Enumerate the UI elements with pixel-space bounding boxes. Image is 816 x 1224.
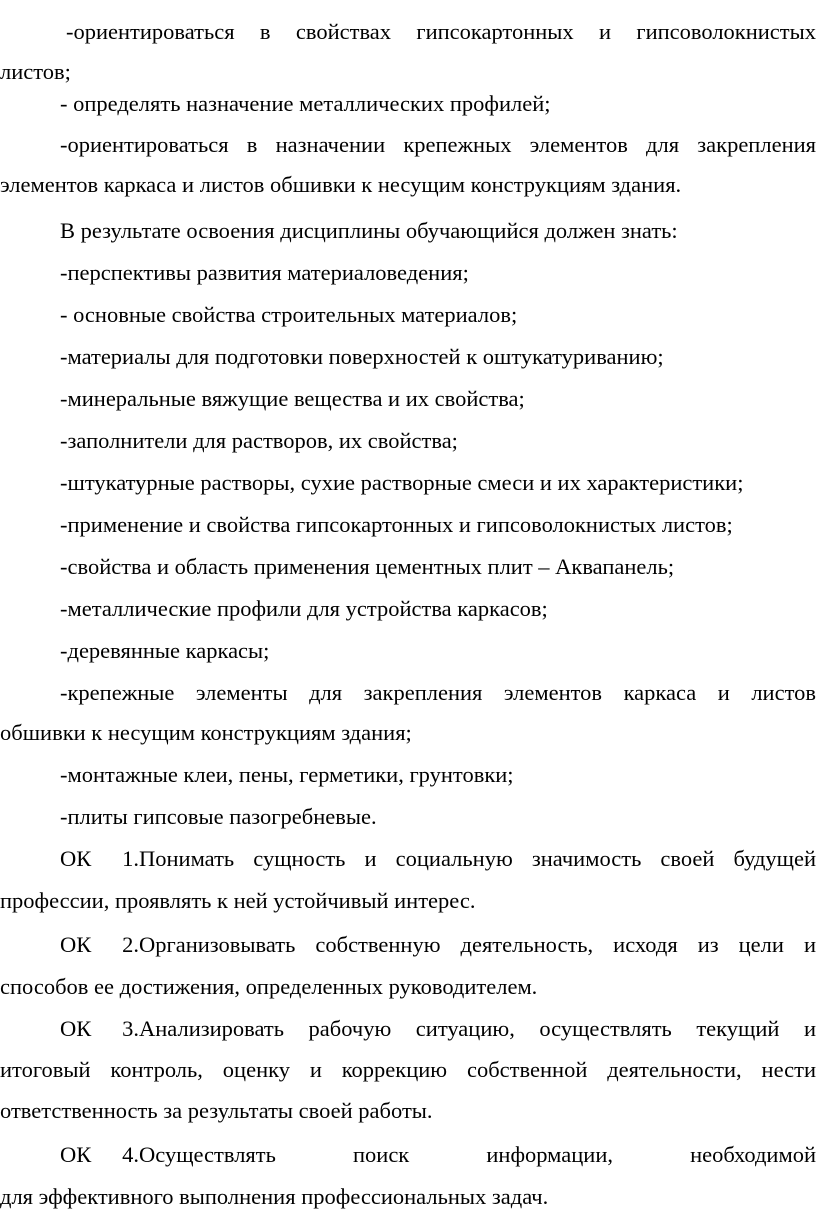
list-item: -заполнители для растворов, их свойства; [60, 428, 458, 453]
list-item: -деревянные каркасы; [60, 638, 270, 663]
ok-item-2-continuation: способов ее достижения, определенных руководителем. [0, 974, 538, 999]
list-item: -минеральные вяжущие вещества и их свойства; [60, 386, 525, 411]
ok-text: Понимать сущность и социальную значимость своей будущей [139, 846, 816, 871]
list-item: -монтажные клеи, пены, герметики, грунтовки; [60, 762, 514, 787]
list-item: -свойства и область применения цементных плит – Аквапанель; [60, 554, 675, 579]
text-line: элементов каркаса и листов обшивки к несущим конструкциям здания. [0, 172, 682, 197]
text-line: листов; [0, 59, 71, 84]
text-line: - определять назначение металлических профилей; [60, 91, 551, 116]
list-item: -штукатурные растворы, сухие растворные смеси и их характеристики; [60, 470, 744, 495]
ok-label: ОК 4. [60, 1142, 139, 1167]
list-item: -плиты гипсовые пазогребневые. [60, 804, 377, 829]
list-item: -крепежные элементы для закрепления элементов каркаса и листов [60, 680, 816, 705]
list-item: -применение и свойства гипсокартонных и гипсоволокнистых листов; [60, 512, 733, 537]
list-item-continuation: обшивки к несущим конструкциям здания; [0, 720, 412, 745]
ok-item-4-continuation: для эффективного выполнения профессиональных задач. [0, 1184, 549, 1209]
ok-item-3 [60, 1009, 816, 1049]
text-line: -ориентироваться в свойствах гипсокартонных и гипсоволокнистых [66, 19, 816, 44]
section-heading: В результате освоения дисциплины обучающийся должен знать: [60, 218, 678, 243]
ok-label: ОК 2. [60, 932, 139, 957]
ok-item-1 [60, 839, 816, 879]
ok-item-3-continuation: ответственность за результаты своей работы. [0, 1098, 433, 1123]
ok-text: Осуществлять поиск информации, необходимой [139, 1142, 816, 1167]
ok-item-4 [60, 1135, 816, 1175]
ok-label: ОК 1. [60, 846, 139, 871]
ok-item-3-continuation: итоговый контроль, оценку и коррекцию собственной деятельности, нести [0, 1057, 816, 1082]
list-item: -материалы для подготовки поверхностей к оштукатуриванию; [60, 344, 664, 369]
ok-item-1-continuation: профессии, проявлять к ней устойчивый интерес. [0, 888, 476, 913]
list-item: -металлические профили для устройства каркасов; [60, 596, 548, 621]
list-item: - основные свойства строительных материалов; [60, 302, 518, 327]
ok-text: Организовывать собственную деятельность, исходя из цели и [139, 932, 816, 957]
list-item: -перспективы развития материаловедения; [60, 260, 469, 285]
ok-label: ОК 3. [60, 1016, 139, 1041]
ok-item-2 [60, 925, 816, 965]
text-line: -ориентироваться в назначении крепежных элементов для закрепления [60, 132, 816, 157]
ok-text: Анализировать рабочую ситуацию, осуществлять текущий и [139, 1016, 816, 1041]
